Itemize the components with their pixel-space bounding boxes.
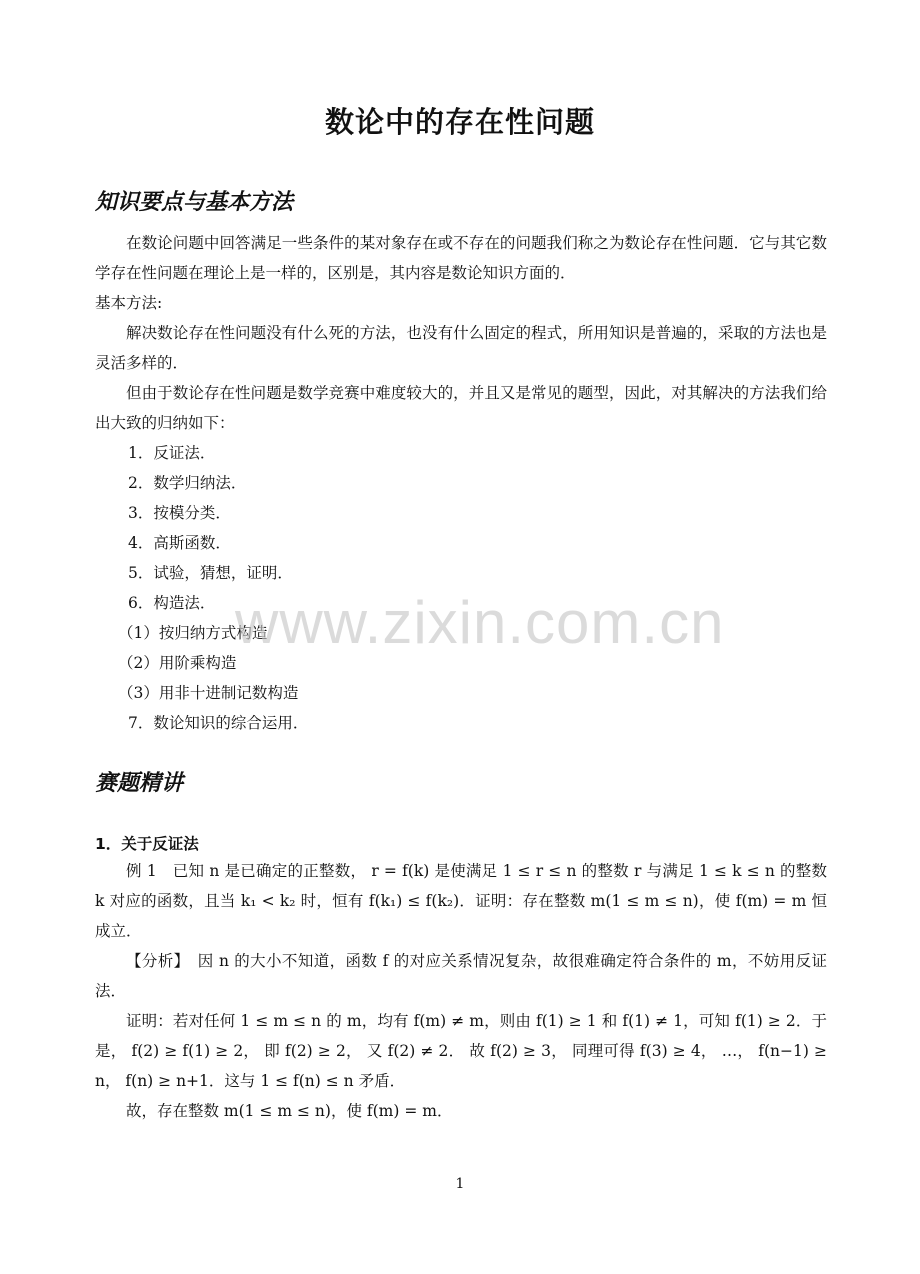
example-1-proof: 证明：若对任何 1 ≤ m ≤ n 的 m，均有 f(m) ≠ m，则由 f(1) ≥ 1 和 f(1) ≠ 1，可知 f(1) ≥ 2．于是， f(2) ≥ f(1) ≥ 2， 即 f(2) ≥ 2， 又 f(2) ≠ 2． 故 f(2) ≥ 3， 同理可得 f(3) ≥ 4， …， f(n−1) ≥ n， f(n) ≥ n+1．这与 1 ≤ f(n) ≤ n 矛盾． — [95, 1012, 827, 1090]
section-heading-knowledge: 知识要点与基本方法 — [95, 190, 294, 215]
construction-subitem: （3）用非十进制记数构造 — [118, 684, 299, 702]
method-item: 4．高斯函数． — [128, 534, 231, 552]
method-item: 3．按模分类． — [128, 504, 231, 522]
example-1-conclusion: 故，存在整数 m(1 ≤ m ≤ n)，使 f(m) = m． — [126, 1102, 453, 1120]
subsection-heading-contradiction: 1．关于反证法 — [95, 835, 199, 853]
example-1-statement: 例 1 已知 n 是已确定的正整数， r = f(k) 是使满足 1 ≤ r ≤ n 的整数 r 与满足 1 ≤ k ≤ n 的整数 k 对应的函数，且当 k₁ < k₂ 时，恒有 f(k₁) ≤ f(k₂)．证明：存在整数 m(1 ≤ m ≤ n)，使 f(m) = m 恒成立． — [95, 862, 827, 940]
summary-paragraph: 但由于数论存在性问题是数学竞赛中难度较大的，并且又是常见的题型，因此，对其解决的方法我们给出大致的归纳如下： — [95, 384, 827, 432]
method-item: 5．试验，猜想，证明． — [128, 564, 293, 582]
intro-paragraph: 在数论问题中回答满足一些条件的某对象存在或不存在的问题我们称之为数论存在性问题．它与其它数学存在性问题在理论上是一样的，区别是，其内容是数论知识方面的． — [95, 234, 827, 282]
method-item: 2．数学归纳法． — [128, 474, 247, 492]
methods-paragraph: 解决数论存在性问题没有什么死的方法，也没有什么固定的程式，所用知识是普遍的，采取的方法也是灵活多样的． — [95, 324, 827, 372]
construction-subitem: （1）按归纳方式构造 — [118, 624, 268, 642]
construction-subitem: （2）用阶乘构造 — [118, 654, 237, 672]
method-item: 7．数论知识的综合运用． — [128, 714, 309, 732]
example-1-analysis: 【分析】 因 n 的大小不知道，函数 f 的对应关系情况复杂，故很难确定符合条件的 m，不妨用反证法． — [95, 952, 827, 1000]
watermark-logo: www.zixin.com.cn — [235, 589, 725, 656]
methods-label: 基本方法: — [95, 294, 163, 312]
page-number: 1 — [455, 1176, 465, 1192]
method-item: 1．反证法． — [128, 444, 216, 462]
method-item: 6．构造法． — [128, 594, 216, 612]
page-title: 数论中的存在性问题 — [324, 105, 595, 139]
section-heading-problems: 赛题精讲 — [95, 771, 184, 796]
